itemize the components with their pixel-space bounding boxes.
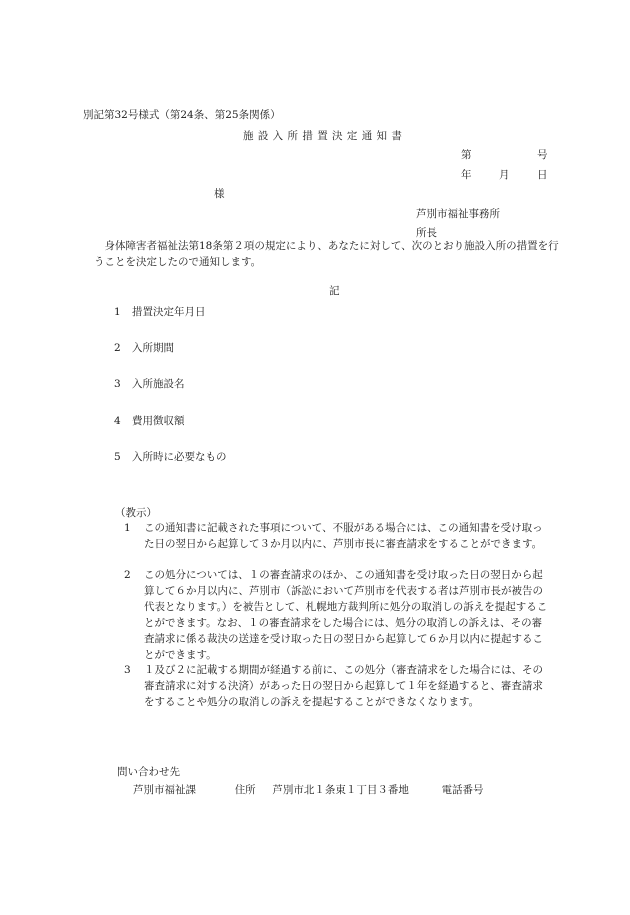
document-title: 施 設 入 所 措 置 決 定 通 知 書: [243, 130, 403, 142]
list-item-fee: [114, 416, 185, 427]
addressee-suffix: 様: [214, 188, 225, 200]
item-label: 費用徴収額: [132, 415, 185, 427]
date-day: 日: [537, 169, 548, 181]
contact-address: 芦別市北１条東１丁目３番地: [272, 784, 409, 796]
contact-department: 芦別市福祉課: [133, 784, 196, 796]
notice-heading: （教示）: [115, 507, 157, 519]
item-label: 入所時に必要なもの: [132, 451, 227, 463]
item-label: 入所期間: [132, 342, 174, 354]
notice-number: 2: [124, 569, 131, 581]
notice-text: この通知書に記載された事項について、不服がある場合には、この通知書を受け取った日の翌日から起算して３か月以内に、芦別市長に審査請求をすることができます。: [144, 522, 543, 550]
ki-heading: 記: [329, 285, 340, 297]
list-item-period: [114, 343, 174, 354]
issuer-head: 所長: [416, 227, 437, 239]
doc-number-suffix: 号: [537, 149, 548, 161]
item-number: 1: [114, 306, 121, 318]
item-label: 措置決定年月日: [132, 306, 206, 318]
list-item-required: [114, 452, 227, 463]
notice-text: １及び２に記載する期間が経過する前に、この処分（審査請求をした場合には、その審査請求に対する決済）があった日の翌日から起算して１年を経過すると、審査請求をすることや処分の取消しの訴えを提起することができなくなります。: [144, 664, 543, 708]
item-number: 3: [114, 378, 121, 390]
contact-line: [133, 785, 484, 796]
doc-number-prefix: 第: [461, 149, 472, 161]
notice-number: 3: [124, 664, 131, 676]
notice-item-1: [124, 520, 548, 552]
item-label: 入所施設名: [132, 378, 185, 390]
date-month: 月: [499, 169, 510, 181]
notice-item-2: [124, 567, 548, 663]
item-number: 4: [114, 415, 121, 427]
issuer-office: 芦別市福祉事務所: [416, 208, 500, 220]
list-item-facility: [114, 379, 185, 390]
intro-paragraph: 身体障害者福祉法第18条第２項の規定により、あなたに対して、次のとおり施設入所の措置を行うことを決定したので通知します。: [94, 240, 559, 268]
contact-phone-label: 電話番号: [441, 784, 484, 796]
form-header: 別記第32号様式（第24条、第25条関係）: [83, 109, 281, 121]
date-year: 年: [461, 169, 472, 181]
notice-text: この処分については、１の審査請求のほか、この通知書を受け取った日の翌日から起算して６か月以内に、芦別市（訴訟において芦別市を代表する者は芦別市長が被告の代表となります。）を被告として、札幌地方裁判所に処分の取消しの訴えを提起することができます。なお、１の審査請求をした場合には、処分の取消しの訴えは、その審査請求に係る裁決の送達を受け取った日の翌日から起算して６か月以内に提起することができます。: [144, 569, 548, 661]
contact-heading: 問い合わせ先: [117, 766, 180, 778]
item-number: 2: [114, 342, 121, 354]
notice-number: 1: [124, 522, 131, 534]
notice-item-3: [124, 662, 548, 710]
contact-address-label: 住所: [234, 784, 256, 796]
item-number: 5: [114, 451, 121, 463]
list-item-decision-date: [114, 307, 206, 318]
